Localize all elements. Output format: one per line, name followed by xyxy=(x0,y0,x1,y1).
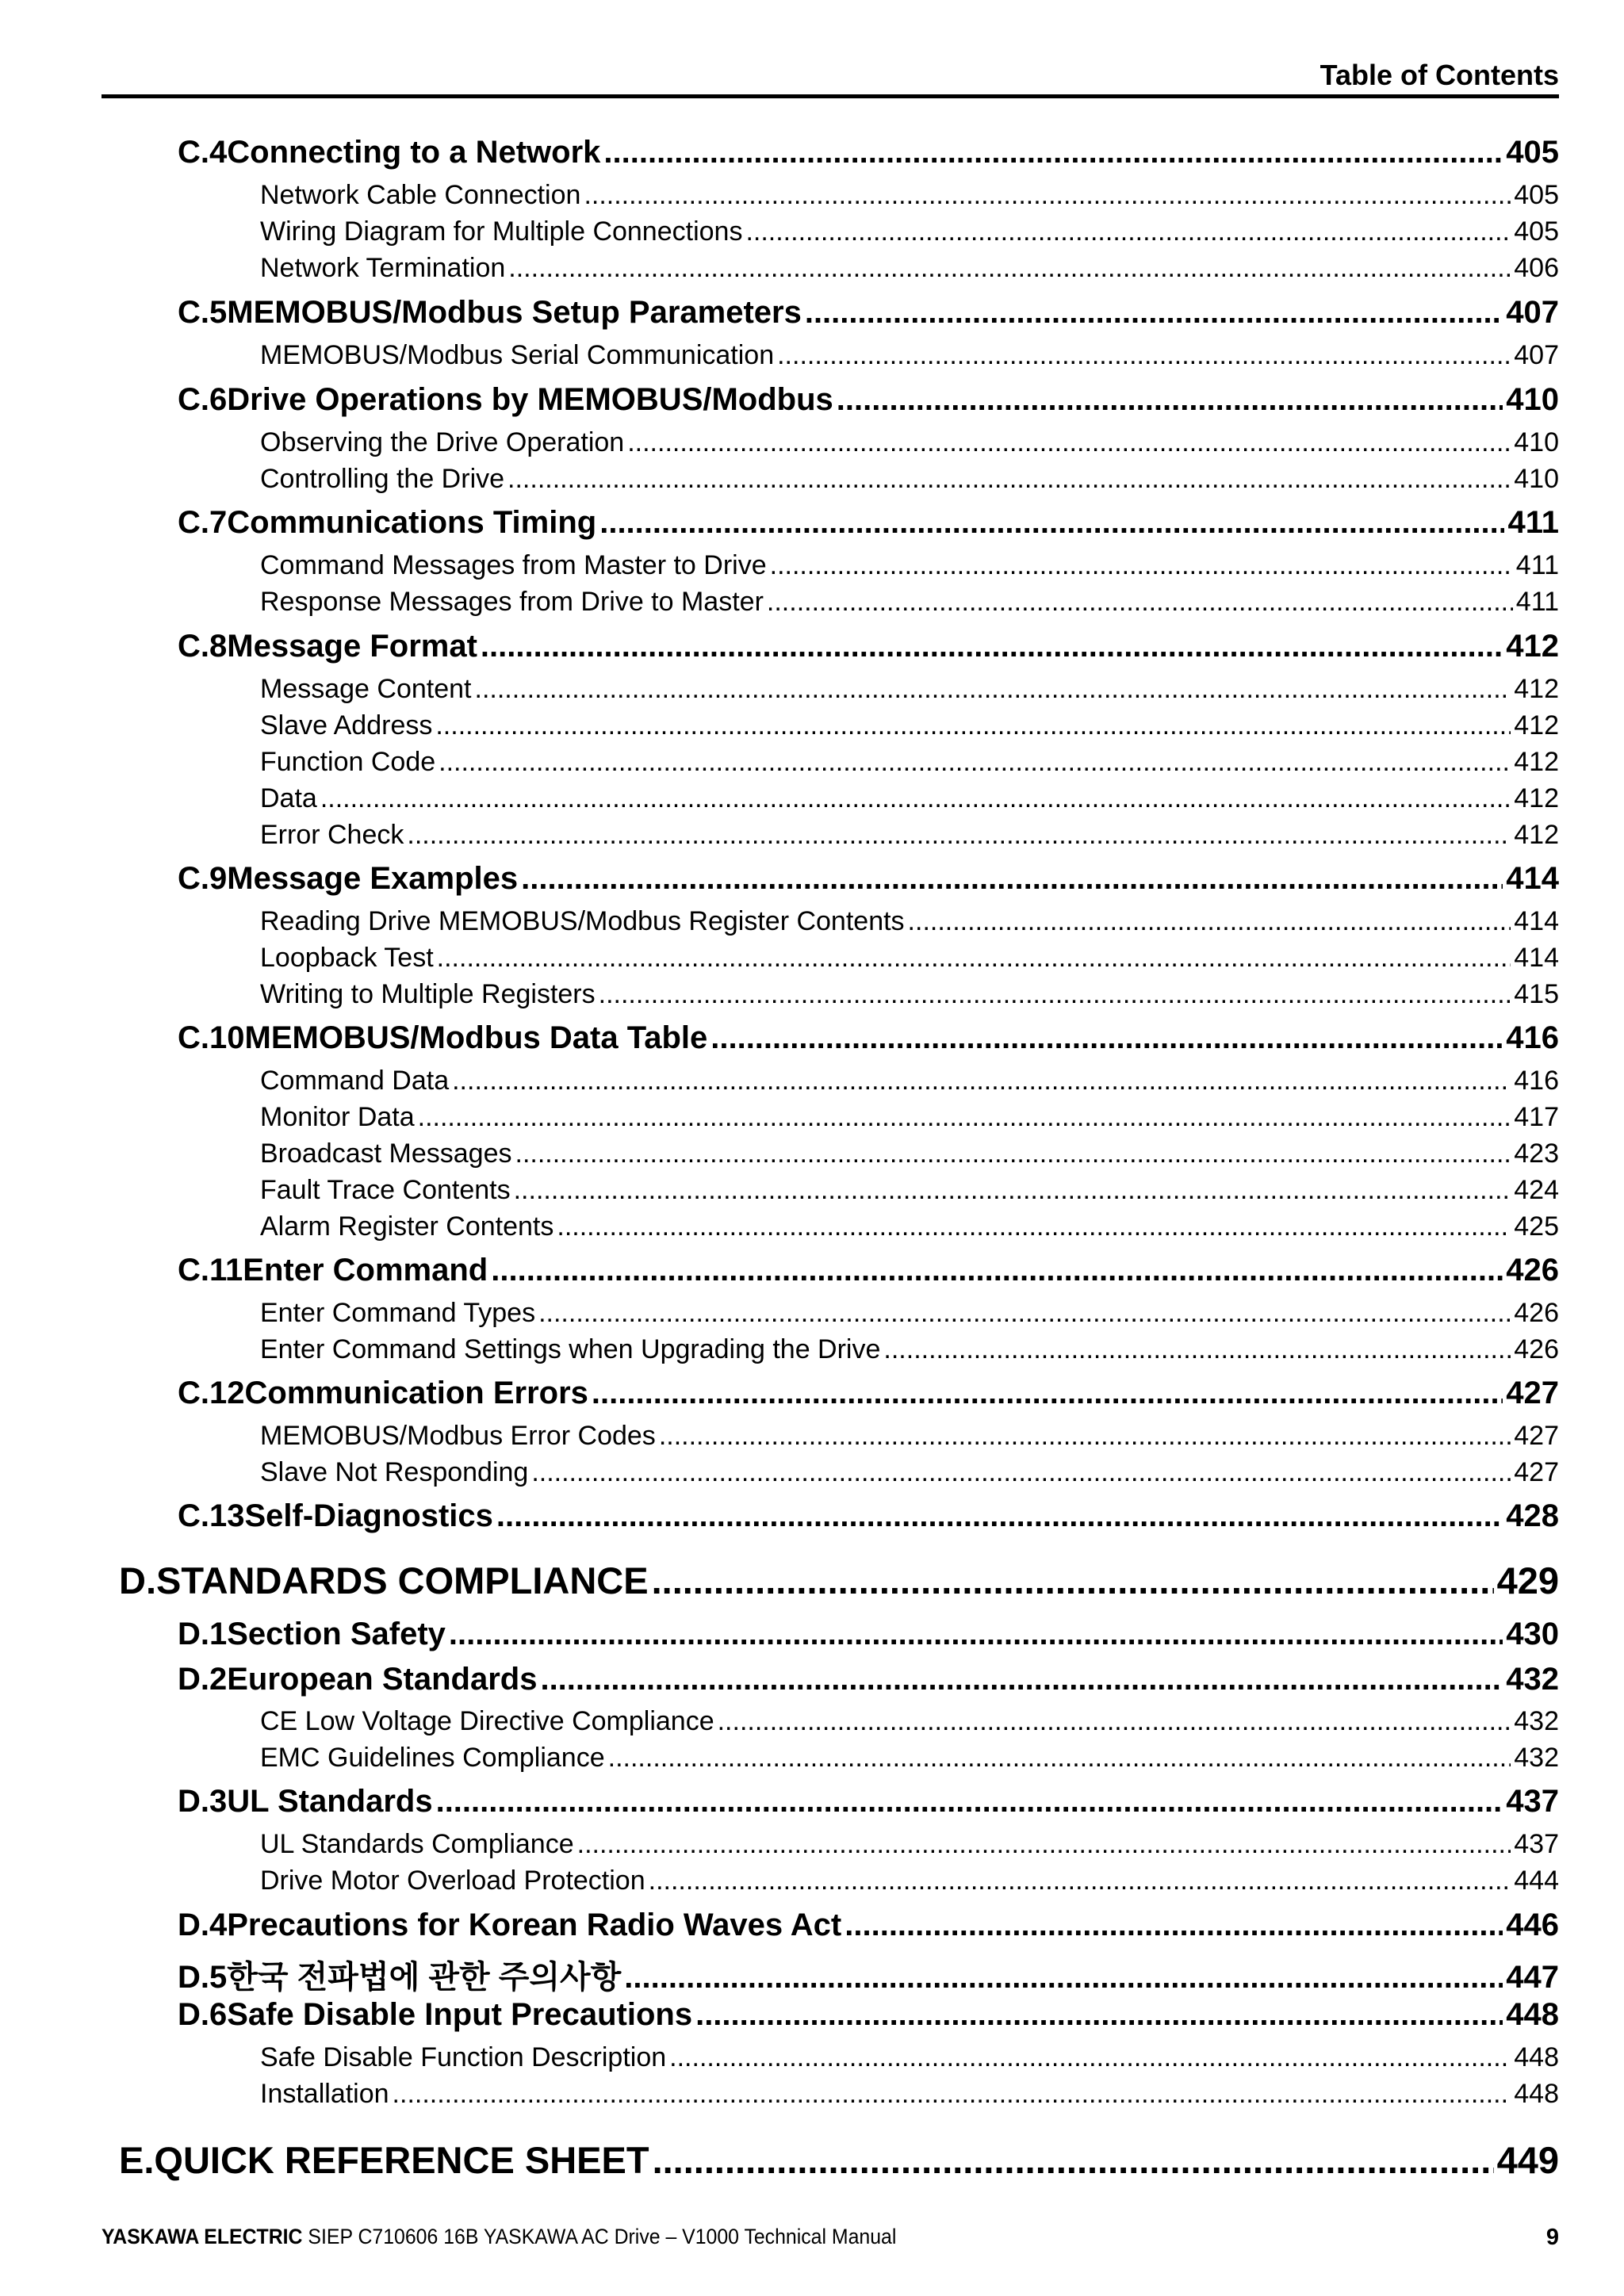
toc-entry[interactable] xyxy=(260,1866,1559,1896)
toc-page-number: 407 xyxy=(1514,340,1559,370)
toc-entry[interactable] xyxy=(260,783,1559,814)
dot-leader xyxy=(418,1102,1511,1133)
dot-leader xyxy=(436,1784,1503,1820)
toc-title: Slave Not Responding xyxy=(260,1457,529,1487)
toc-page-number: 437 xyxy=(1514,1829,1559,1859)
toc-entry[interactable] xyxy=(260,340,1559,371)
toc-page-number: 406 xyxy=(1514,253,1559,283)
toc-page-number: 427 xyxy=(1514,1421,1559,1451)
toc-entry[interactable] xyxy=(260,1138,1559,1169)
toc-entry[interactable] xyxy=(260,427,1559,458)
toc-page-number: 429 xyxy=(1496,1559,1559,1601)
dot-leader xyxy=(599,505,1504,541)
toc-page-number: 425 xyxy=(1514,1211,1559,1242)
dot-leader xyxy=(627,427,1511,458)
toc-title: Enter Command Settings when Upgrading the Drive xyxy=(260,1334,881,1364)
toc-page-number: 444 xyxy=(1514,1866,1559,1896)
toc-entry[interactable] xyxy=(260,216,1559,247)
dot-leader xyxy=(508,253,1511,284)
toc-title: Alarm Register Contents xyxy=(260,1211,554,1242)
dot-leader xyxy=(603,135,1503,170)
toc-entry[interactable] xyxy=(260,1334,1559,1365)
header-rule xyxy=(102,94,1559,98)
toc-page-number: 437 xyxy=(1506,1784,1559,1819)
toc-title: Error Check xyxy=(260,820,404,850)
dot-leader xyxy=(649,1866,1511,1896)
toc-section-c9[interactable] xyxy=(178,861,1559,897)
dot-leader xyxy=(669,2042,1511,2073)
toc-page-number: 417 xyxy=(1514,1102,1559,1132)
toc-title: Command Data xyxy=(260,1066,450,1096)
toc-section-d2[interactable] xyxy=(178,1662,1559,1697)
toc-title: Enter Command xyxy=(243,1253,488,1288)
toc-number: C.5 xyxy=(178,295,228,330)
toc-number: C.4 xyxy=(178,135,228,170)
toc-title: Function Code xyxy=(260,747,436,777)
toc-page-number: 412 xyxy=(1514,747,1559,777)
dot-leader xyxy=(515,1138,1511,1169)
toc-entry[interactable] xyxy=(260,1211,1559,1242)
dot-leader xyxy=(745,216,1511,247)
toc-page-number: 426 xyxy=(1514,1334,1559,1364)
toc-title: Data xyxy=(260,783,317,813)
dot-leader xyxy=(837,382,1503,418)
toc-title: Self-Diagnostics xyxy=(244,1498,493,1533)
toc-page-number: 415 xyxy=(1514,979,1559,1009)
toc-page-number: 427 xyxy=(1514,1457,1559,1487)
dot-leader xyxy=(777,340,1511,371)
dot-leader xyxy=(653,2138,1494,2182)
toc-title: Enter Command Types xyxy=(260,1298,536,1328)
toc-entry[interactable] xyxy=(260,2079,1559,2110)
toc-section-c10[interactable] xyxy=(178,1020,1559,1056)
toc-page-number: 414 xyxy=(1514,906,1559,936)
toc-entry[interactable] xyxy=(260,979,1559,1010)
dot-leader xyxy=(521,861,1503,897)
toc-entry[interactable] xyxy=(260,1457,1559,1488)
toc-title: Fault Trace Contents xyxy=(260,1175,511,1205)
dot-leader xyxy=(439,747,1511,778)
toc-page-number: 410 xyxy=(1514,427,1559,457)
toc-title: Slave Address xyxy=(260,710,433,740)
toc-section-d6[interactable] xyxy=(178,1997,1559,2033)
toc-page-number: 424 xyxy=(1514,1175,1559,1205)
dot-leader xyxy=(557,1211,1511,1242)
toc-title: Safe Disable Function Description xyxy=(260,2042,667,2072)
toc-title: MEMOBUS/Modbus Setup Parameters xyxy=(227,295,802,330)
toc-title: European Standards xyxy=(227,1662,538,1697)
toc-chapter-d[interactable] xyxy=(119,1559,1559,1602)
toc-page-number: 414 xyxy=(1506,861,1559,896)
toc-title: Message Format xyxy=(227,629,477,664)
dot-leader xyxy=(652,1559,1494,1602)
footer-manual-title: SIEP C710606 16B YASKAWA AC Drive – V1000 Technical Manual xyxy=(308,2225,897,2248)
toc-title: Message Examples xyxy=(227,861,519,896)
dot-leader xyxy=(496,1498,1503,1534)
toc-page-number: 410 xyxy=(1506,382,1559,417)
dot-leader xyxy=(710,1020,1503,1056)
toc-title: Writing to Multiple Registers xyxy=(260,979,596,1009)
toc-title: Response Messages from Drive to Master xyxy=(260,587,764,617)
toc-number: D.1 xyxy=(178,1617,228,1651)
toc-section-c8[interactable] xyxy=(178,629,1559,664)
dot-leader xyxy=(584,180,1511,211)
toc-title: Section Safety xyxy=(227,1617,446,1651)
toc-page-number: 411 xyxy=(1515,550,1559,580)
toc-number: D.5 xyxy=(178,1960,228,1995)
toc-page-number: 407 xyxy=(1506,295,1559,330)
toc-entry[interactable] xyxy=(260,674,1559,705)
toc-number: D. xyxy=(119,1559,156,1601)
toc-number: C.9 xyxy=(178,861,228,896)
dot-leader xyxy=(845,1908,1503,1943)
dot-leader xyxy=(770,550,1513,581)
dot-leader xyxy=(540,1662,1503,1697)
toc-title: QUICK REFERENCE SHEET xyxy=(154,2139,649,2181)
toc-section-c6[interactable] xyxy=(178,382,1559,418)
toc-number: C.11 xyxy=(178,1253,243,1288)
dot-leader xyxy=(475,674,1511,705)
toc-title: MEMOBUS/Modbus Serial Communication xyxy=(260,340,775,370)
toc-title: EMC Guidelines Compliance xyxy=(260,1743,605,1773)
dot-leader xyxy=(514,1175,1511,1206)
toc-title: Message Content xyxy=(260,674,472,704)
toc-page-number: 405 xyxy=(1514,180,1559,210)
toc-title: Installation xyxy=(260,2079,389,2109)
toc-page-number: 423 xyxy=(1514,1138,1559,1169)
dot-leader xyxy=(435,710,1511,741)
toc-page-number: 405 xyxy=(1514,216,1559,247)
toc-page-number: 416 xyxy=(1514,1066,1559,1096)
toc-title: Reading Drive MEMOBUS/Modbus Register Contents xyxy=(260,906,905,936)
toc-number: C.13 xyxy=(178,1498,245,1533)
toc-entry[interactable] xyxy=(260,1829,1559,1860)
toc-page-number: 410 xyxy=(1514,464,1559,494)
toc-page-number: 405 xyxy=(1506,135,1559,170)
toc-section-c11[interactable] xyxy=(178,1253,1559,1288)
toc-entry[interactable] xyxy=(260,943,1559,974)
toc-title: 한국 전파법에 관한 주의사항 xyxy=(227,1960,622,1995)
toc-section-c13[interactable] xyxy=(178,1498,1559,1534)
dot-leader xyxy=(491,1253,1503,1288)
toc-entry[interactable] xyxy=(260,587,1559,618)
dot-leader xyxy=(452,1066,1511,1096)
toc-entry[interactable] xyxy=(260,1175,1559,1206)
toc-page-number: 414 xyxy=(1514,943,1559,973)
toc-section-c12[interactable] xyxy=(178,1376,1559,1411)
dot-leader xyxy=(481,629,1503,664)
dot-leader xyxy=(608,1743,1511,1774)
dot-leader xyxy=(531,1457,1511,1488)
toc-title: Connecting to a Network xyxy=(227,135,601,170)
toc-title: Broadcast Messages xyxy=(260,1138,512,1169)
toc-title: Wiring Diagram for Multiple Connections xyxy=(260,216,743,247)
dot-leader xyxy=(437,943,1511,974)
toc-title: Command Messages from Master to Drive xyxy=(260,550,767,580)
dot-leader xyxy=(767,587,1513,618)
toc-number: C.10 xyxy=(178,1020,245,1055)
footer-brand: YASKAWA ELECTRIC xyxy=(102,2225,303,2248)
dot-leader xyxy=(624,1960,1503,1996)
toc-number: C.8 xyxy=(178,629,228,664)
toc-title: Monitor Data xyxy=(260,1102,415,1132)
toc-page-number: 430 xyxy=(1506,1617,1559,1651)
toc-title: UL Standards xyxy=(227,1784,433,1819)
toc-page-number: 426 xyxy=(1506,1253,1559,1288)
running-header-title: Table of Contents xyxy=(1320,59,1559,91)
toc-title: Communication Errors xyxy=(244,1376,588,1410)
toc-page-number: 448 xyxy=(1506,1997,1559,2032)
toc-title: Drive Motor Overload Protection xyxy=(260,1866,645,1896)
toc-section-d3[interactable] xyxy=(178,1784,1559,1820)
toc-page-number: 449 xyxy=(1496,2139,1559,2181)
dot-leader xyxy=(508,464,1511,495)
dot-leader xyxy=(393,2079,1511,2110)
toc-page-number: 427 xyxy=(1506,1376,1559,1410)
toc-entry[interactable] xyxy=(260,464,1559,495)
toc-title: CE Low Voltage Directive Compliance xyxy=(260,1706,714,1736)
toc-section-c4[interactable] xyxy=(178,135,1559,170)
footer-page-number: 9 xyxy=(1545,2225,1559,2250)
toc-title: Observing the Drive Operation xyxy=(260,427,625,457)
toc-title: Precautions for Korean Radio Waves Act xyxy=(227,1908,842,1942)
toc-entry[interactable] xyxy=(260,1743,1559,1774)
toc-title: Controlling the Drive xyxy=(260,464,505,494)
toc-entry[interactable] xyxy=(260,180,1559,211)
dot-leader xyxy=(695,1997,1503,2033)
dot-leader xyxy=(538,1298,1511,1329)
toc-page-number: 411 xyxy=(1507,505,1559,540)
toc-page-number: 448 xyxy=(1514,2079,1559,2109)
toc-page-number: 428 xyxy=(1506,1498,1559,1533)
toc-number: C.7 xyxy=(178,505,228,540)
toc-number: C.6 xyxy=(178,382,228,417)
toc-page-number: 412 xyxy=(1514,783,1559,813)
dot-leader xyxy=(577,1829,1511,1860)
dot-leader xyxy=(449,1617,1503,1652)
toc-page-number: 432 xyxy=(1514,1706,1559,1736)
dot-leader xyxy=(718,1706,1511,1737)
toc-page-number: 412 xyxy=(1514,820,1559,850)
toc-page-number: 412 xyxy=(1514,674,1559,704)
dot-leader xyxy=(805,295,1503,331)
toc-page-number: 426 xyxy=(1514,1298,1559,1328)
toc-title: MEMOBUS/Modbus Data Table xyxy=(244,1020,708,1055)
toc-section-d1[interactable] xyxy=(178,1617,1559,1652)
toc-page-number: 412 xyxy=(1514,710,1559,740)
toc-title: UL Standards Compliance xyxy=(260,1829,574,1859)
toc-page-number: 448 xyxy=(1514,2042,1559,2072)
toc-page-number: 447 xyxy=(1506,1960,1559,1995)
toc-entry[interactable] xyxy=(260,1421,1559,1452)
toc-entry[interactable] xyxy=(260,550,1559,581)
toc-page-number: 446 xyxy=(1506,1908,1559,1942)
toc-number: D.3 xyxy=(178,1784,228,1819)
toc-page-number: 432 xyxy=(1514,1743,1559,1773)
toc-entry[interactable] xyxy=(260,1066,1559,1096)
toc-entry[interactable] xyxy=(260,1298,1559,1329)
toc-entry[interactable] xyxy=(260,1706,1559,1737)
dot-leader xyxy=(407,820,1511,851)
toc-page-number: 412 xyxy=(1506,629,1559,664)
toc-section-c7[interactable] xyxy=(178,505,1559,541)
toc-number: C.12 xyxy=(178,1376,245,1410)
footer-manual-info xyxy=(102,2225,896,2249)
toc-entry[interactable] xyxy=(260,1102,1559,1133)
toc-page-number: 411 xyxy=(1515,587,1559,617)
toc-entry[interactable] xyxy=(260,2042,1559,2073)
toc-section-d5[interactable] xyxy=(178,1952,1559,1997)
toc-page-number: 432 xyxy=(1506,1662,1559,1697)
dot-leader xyxy=(908,906,1511,937)
toc-title: STANDARDS COMPLIANCE xyxy=(156,1559,649,1601)
dot-leader xyxy=(592,1376,1503,1411)
toc-number: D.4 xyxy=(178,1908,228,1942)
toc-entry[interactable] xyxy=(260,747,1559,778)
toc-title: Drive Operations by MEMOBUS/Modbus xyxy=(227,382,833,417)
dot-leader xyxy=(659,1421,1511,1452)
toc-entry[interactable] xyxy=(260,253,1559,284)
toc-title: MEMOBUS/Modbus Error Codes xyxy=(260,1421,656,1451)
toc-entry[interactable] xyxy=(260,710,1559,741)
toc-section-d4[interactable] xyxy=(178,1908,1559,1943)
dot-leader xyxy=(883,1334,1511,1365)
toc-chapter-e[interactable] xyxy=(119,2138,1559,2182)
toc-entry[interactable] xyxy=(260,906,1559,937)
toc-title: Loopback Test xyxy=(260,943,434,973)
toc-title: Network Termination xyxy=(260,253,506,283)
toc-section-c5[interactable] xyxy=(178,295,1559,331)
toc-entry[interactable] xyxy=(260,820,1559,851)
toc-number: D.2 xyxy=(178,1662,228,1697)
dot-leader xyxy=(320,783,1511,814)
toc-number: E. xyxy=(119,2139,155,2181)
toc-number: D.6 xyxy=(178,1997,228,2032)
toc-title: Communications Timing xyxy=(227,505,597,540)
toc-page-number: 416 xyxy=(1506,1020,1559,1055)
toc-title: Network Cable Connection xyxy=(260,180,581,210)
toc-title: Safe Disable Input Precautions xyxy=(227,1997,693,2032)
dot-leader xyxy=(599,979,1511,1010)
